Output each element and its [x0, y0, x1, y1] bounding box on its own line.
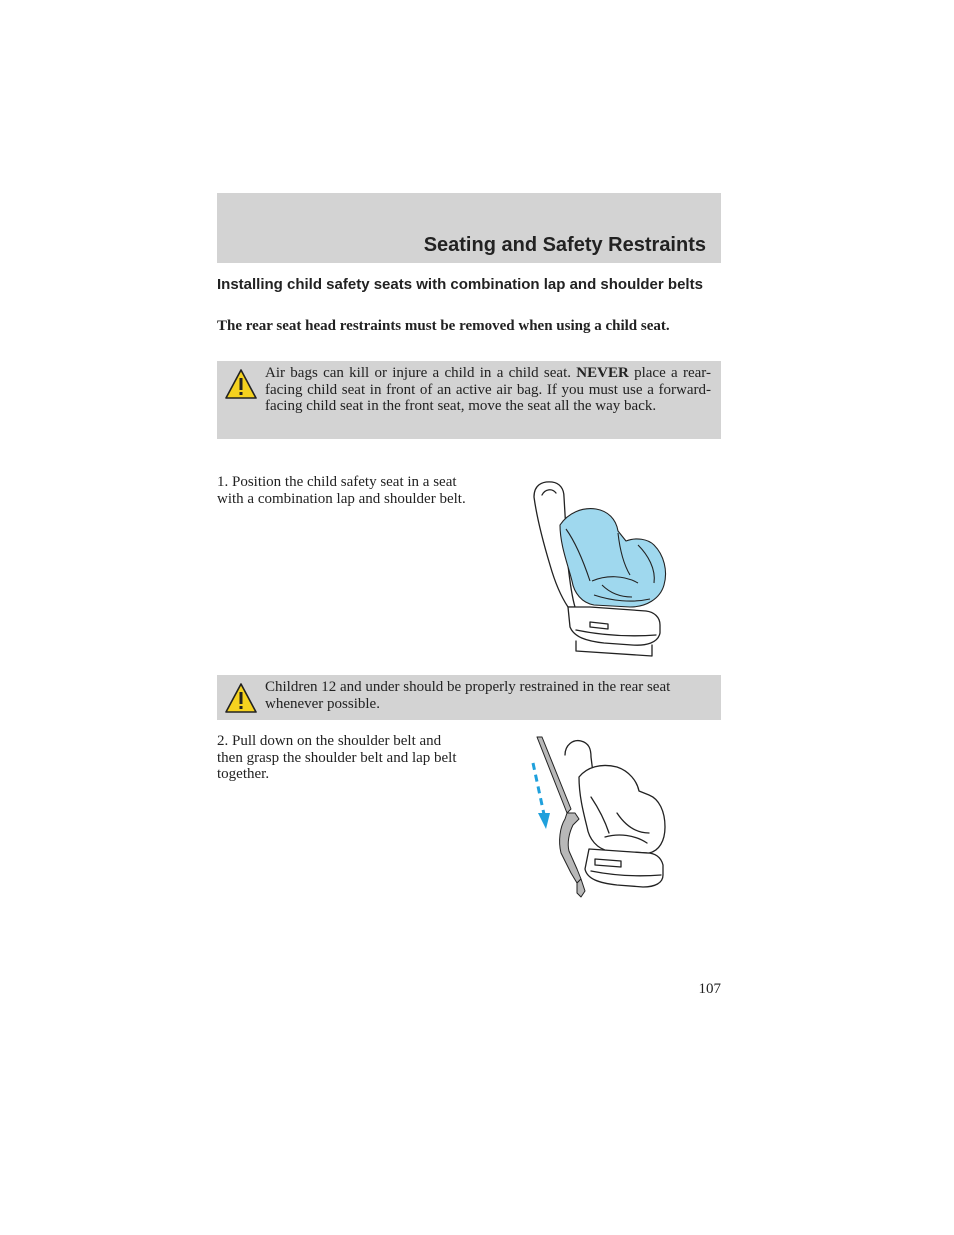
- warning-text-end: place a rear-facing child seat in front of an active air bag. If you must use a forward-facing child seat in the front seat, move the seat all the way back.: [265, 365, 711, 414]
- warning-box-children: [217, 675, 721, 720]
- warning-triangle-icon: [224, 368, 258, 401]
- warning-box-airbag: [217, 361, 721, 439]
- shoulder-belt-illustration: [525, 733, 675, 903]
- warning-emphasis: NEVER: [576, 365, 629, 381]
- bold-note: The rear seat head restraints must be removed when using a child seat.: [217, 318, 670, 334]
- child-seat-illustration: [520, 475, 680, 660]
- step-2-text: 2. Pull down on the shoulder belt and then grasp the shoulder belt and lap belt together.: [217, 733, 457, 782]
- header-band: [217, 193, 721, 263]
- page-number: 107: [698, 981, 721, 997]
- step-1-text: 1. Position the child safety seat in a seat with a combination lap and shoulder belt.: [217, 474, 466, 507]
- warning-text: Children 12 and under should be properly restrained in the rear seat whenever possible.: [265, 679, 671, 712]
- section-heading: Installing child safety seats with combination lap and shoulder belts: [217, 276, 703, 293]
- warning-triangle-icon: [224, 682, 258, 715]
- page-title: Seating and Safety Restraints: [423, 234, 706, 256]
- warning-text-start: Air bags can kill or injure a child in a child seat.: [265, 365, 577, 381]
